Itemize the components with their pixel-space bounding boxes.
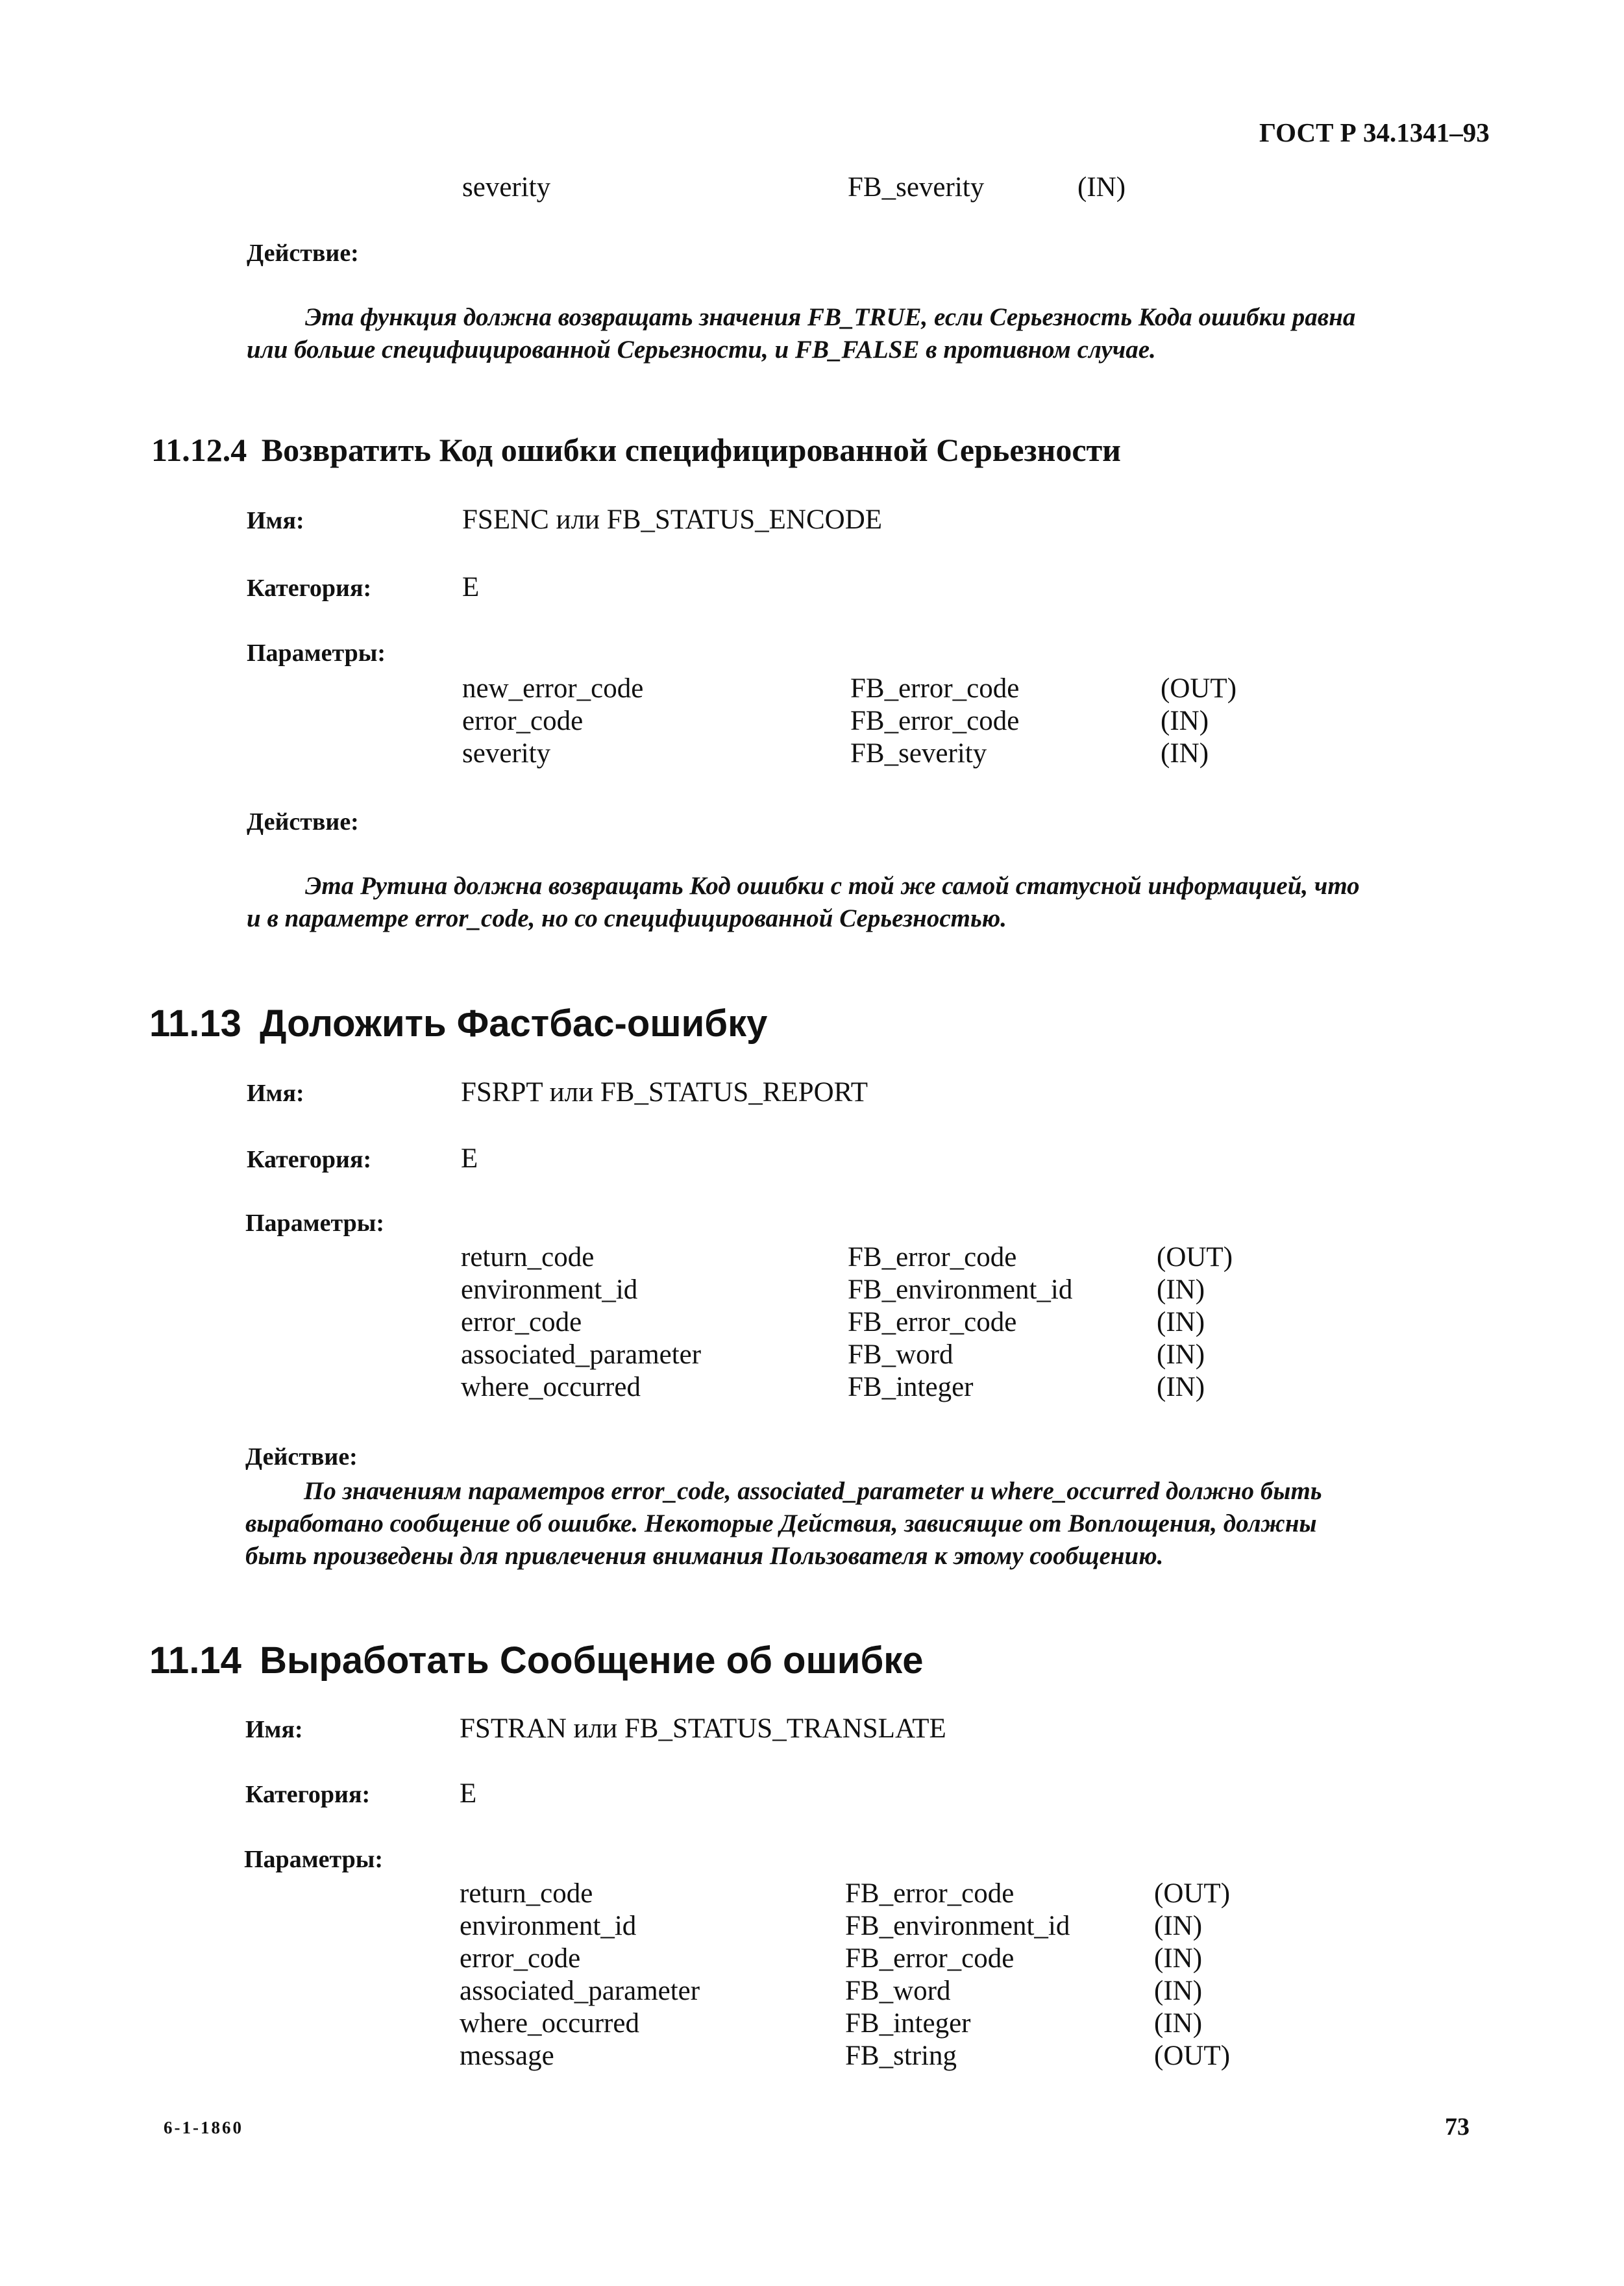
parameter-direction: (IN)	[1157, 1307, 1205, 1337]
name-label: Имя:	[247, 1080, 304, 1107]
parameter-direction: (OUT)	[1154, 2041, 1231, 2071]
parameter-type: FB_word	[848, 1339, 953, 1370]
parameter-name: associated_parameter	[461, 1339, 702, 1370]
text-line: или больше специфицированной Серьезности, и FB_FALSE в противном случае.	[247, 336, 1156, 364]
running-header: ГОСТ Р 34.1341–93	[1259, 118, 1490, 147]
parameter-direction: (OUT)	[1157, 1242, 1233, 1273]
parameter-name: return_code	[461, 1242, 595, 1273]
parameters-label: Параметры:	[245, 1210, 385, 1237]
category-label: Категория:	[247, 575, 372, 602]
category-value: E	[461, 1143, 478, 1174]
parameter-direction: (IN)	[1157, 1339, 1205, 1370]
parameter-row	[0, 1241, 1624, 1274]
name-value: FSENC или FB_STATUS_ENCODE	[462, 504, 883, 535]
section-heading	[151, 431, 1121, 469]
parameter-name: error_code	[461, 1307, 582, 1337]
parameter-table	[0, 673, 1624, 770]
parameter-name: message	[460, 2041, 554, 2071]
parameter-name: severity	[462, 738, 551, 769]
action-label: Действие:	[247, 808, 359, 836]
text-line: По значениям параметров error_code, associated_parameter и where_occurred должно быть	[304, 1477, 1322, 1505]
parameter-row	[0, 1975, 1624, 2007]
parameter-name: environment_id	[460, 1911, 637, 1941]
text-line: Эта функция должна возвращать значения FB_TRUE, если Серьезность Кода ошибки равна	[305, 303, 1356, 331]
name-label: Имя:	[245, 1716, 303, 1743]
parameter-name: new_error_code	[462, 673, 644, 704]
action-label: Действие:	[245, 1443, 358, 1471]
section-number: 11.13	[149, 1002, 241, 1045]
parameter-type: FB_error_code	[845, 1943, 1015, 1974]
parameter-name: where_occurred	[461, 1372, 641, 1402]
parameter-direction: (IN)	[1161, 738, 1209, 769]
parameter-direction: (OUT)	[1154, 1878, 1231, 1909]
section-title: Возвратить Код ошибки специфицированной Серьезности	[261, 432, 1121, 468]
parameter-name: severity	[462, 172, 551, 203]
section-heading	[149, 1002, 767, 1045]
parameter-name: associated_parameter	[460, 1976, 700, 2006]
parameter-row	[0, 738, 1624, 770]
parameter-direction: (IN)	[1161, 706, 1209, 736]
continued-parameter-row	[0, 171, 1624, 204]
page-number: 73	[1445, 2113, 1470, 2141]
parameters-label: Параметры:	[247, 640, 386, 667]
print-code: 6-1-1860	[164, 2118, 243, 2137]
text-line: Эта Рутина должна возвращать Код ошибки с той же самой статусной информацией, что	[305, 872, 1360, 900]
category-value: E	[460, 1778, 477, 1809]
parameter-name: error_code	[460, 1943, 581, 1974]
parameters-label: Параметры:	[244, 1846, 384, 1873]
action-text	[245, 1475, 1492, 1572]
parameter-row	[0, 1371, 1624, 1404]
parameter-type: FB_error_code	[848, 1242, 1017, 1273]
parameter-name: error_code	[462, 706, 584, 736]
section-title: Доложить Фастбас-ошибку	[260, 1002, 768, 1045]
category-label: Категория:	[247, 1146, 372, 1173]
parameter-type: FB_integer	[845, 2008, 971, 2039]
parameter-row	[0, 1339, 1624, 1371]
section-heading	[149, 1639, 924, 1682]
parameter-row	[0, 2040, 1624, 2072]
category-label: Категория:	[245, 1781, 371, 1808]
parameter-type: FB_word	[845, 1976, 951, 2006]
parameter-name: return_code	[460, 1878, 593, 1909]
parameter-type: FB_error_code	[845, 1878, 1015, 1909]
parameter-row	[0, 1274, 1624, 1306]
parameter-direction: (IN)	[1077, 172, 1126, 203]
parameter-type: FB_error_code	[850, 706, 1020, 736]
text-line: и в параметре error_code, но со специфицированной Серьезностью.	[247, 904, 1007, 932]
parameter-type: FB_error_code	[850, 673, 1020, 704]
parameter-type: FB_environment_id	[845, 1911, 1070, 1941]
parameter-row	[0, 171, 1624, 204]
parameter-direction: (IN)	[1157, 1274, 1205, 1305]
section-number: 11.14	[149, 1639, 241, 1682]
parameter-direction: (IN)	[1154, 1976, 1203, 2006]
parameter-direction: (IN)	[1157, 1372, 1205, 1402]
name-value: FSRPT или FB_STATUS_REPORT	[461, 1077, 868, 1108]
parameter-row	[0, 2007, 1624, 2040]
parameter-type: FB_environment_id	[848, 1274, 1073, 1305]
parameter-name: where_occurred	[460, 2008, 639, 2039]
action-text	[247, 870, 1486, 935]
section-number: 11.12.4	[151, 432, 247, 468]
parameter-row	[0, 1943, 1624, 1975]
parameter-direction: (IN)	[1154, 2008, 1203, 2039]
parameter-row	[0, 673, 1624, 705]
parameter-type: FB_severity	[850, 738, 987, 769]
parameter-type: FB_severity	[848, 172, 985, 203]
parameter-row	[0, 1306, 1624, 1339]
action-label: Действие:	[247, 240, 359, 267]
parameter-direction: (IN)	[1154, 1911, 1203, 1941]
parameter-row	[0, 705, 1624, 738]
text-line: быть произведены для привлечения внимания Пользователя к этому сообщению.	[245, 1542, 1164, 1570]
text-line: выработано сообщение об ошибке. Некоторые Действия, зависящие от Воплощения, должны	[245, 1510, 1317, 1537]
parameter-type: FB_string	[845, 2041, 957, 2071]
name-value: FSTRAN или FB_STATUS_TRANSLATE	[460, 1713, 946, 1744]
action-text	[247, 301, 1486, 366]
parameter-direction: (IN)	[1154, 1943, 1203, 1974]
parameter-direction: (OUT)	[1161, 673, 1237, 704]
parameter-type: FB_integer	[848, 1372, 974, 1402]
parameter-type: FB_error_code	[848, 1307, 1017, 1337]
category-value: E	[462, 572, 480, 603]
parameter-row	[0, 1910, 1624, 1943]
parameter-table	[0, 1241, 1624, 1404]
parameter-row	[0, 1878, 1624, 1910]
parameter-table	[0, 1878, 1624, 2072]
parameter-name: environment_id	[461, 1274, 638, 1305]
name-label: Имя:	[247, 507, 304, 534]
section-title: Выработать Сообщение об ошибке	[260, 1639, 924, 1682]
